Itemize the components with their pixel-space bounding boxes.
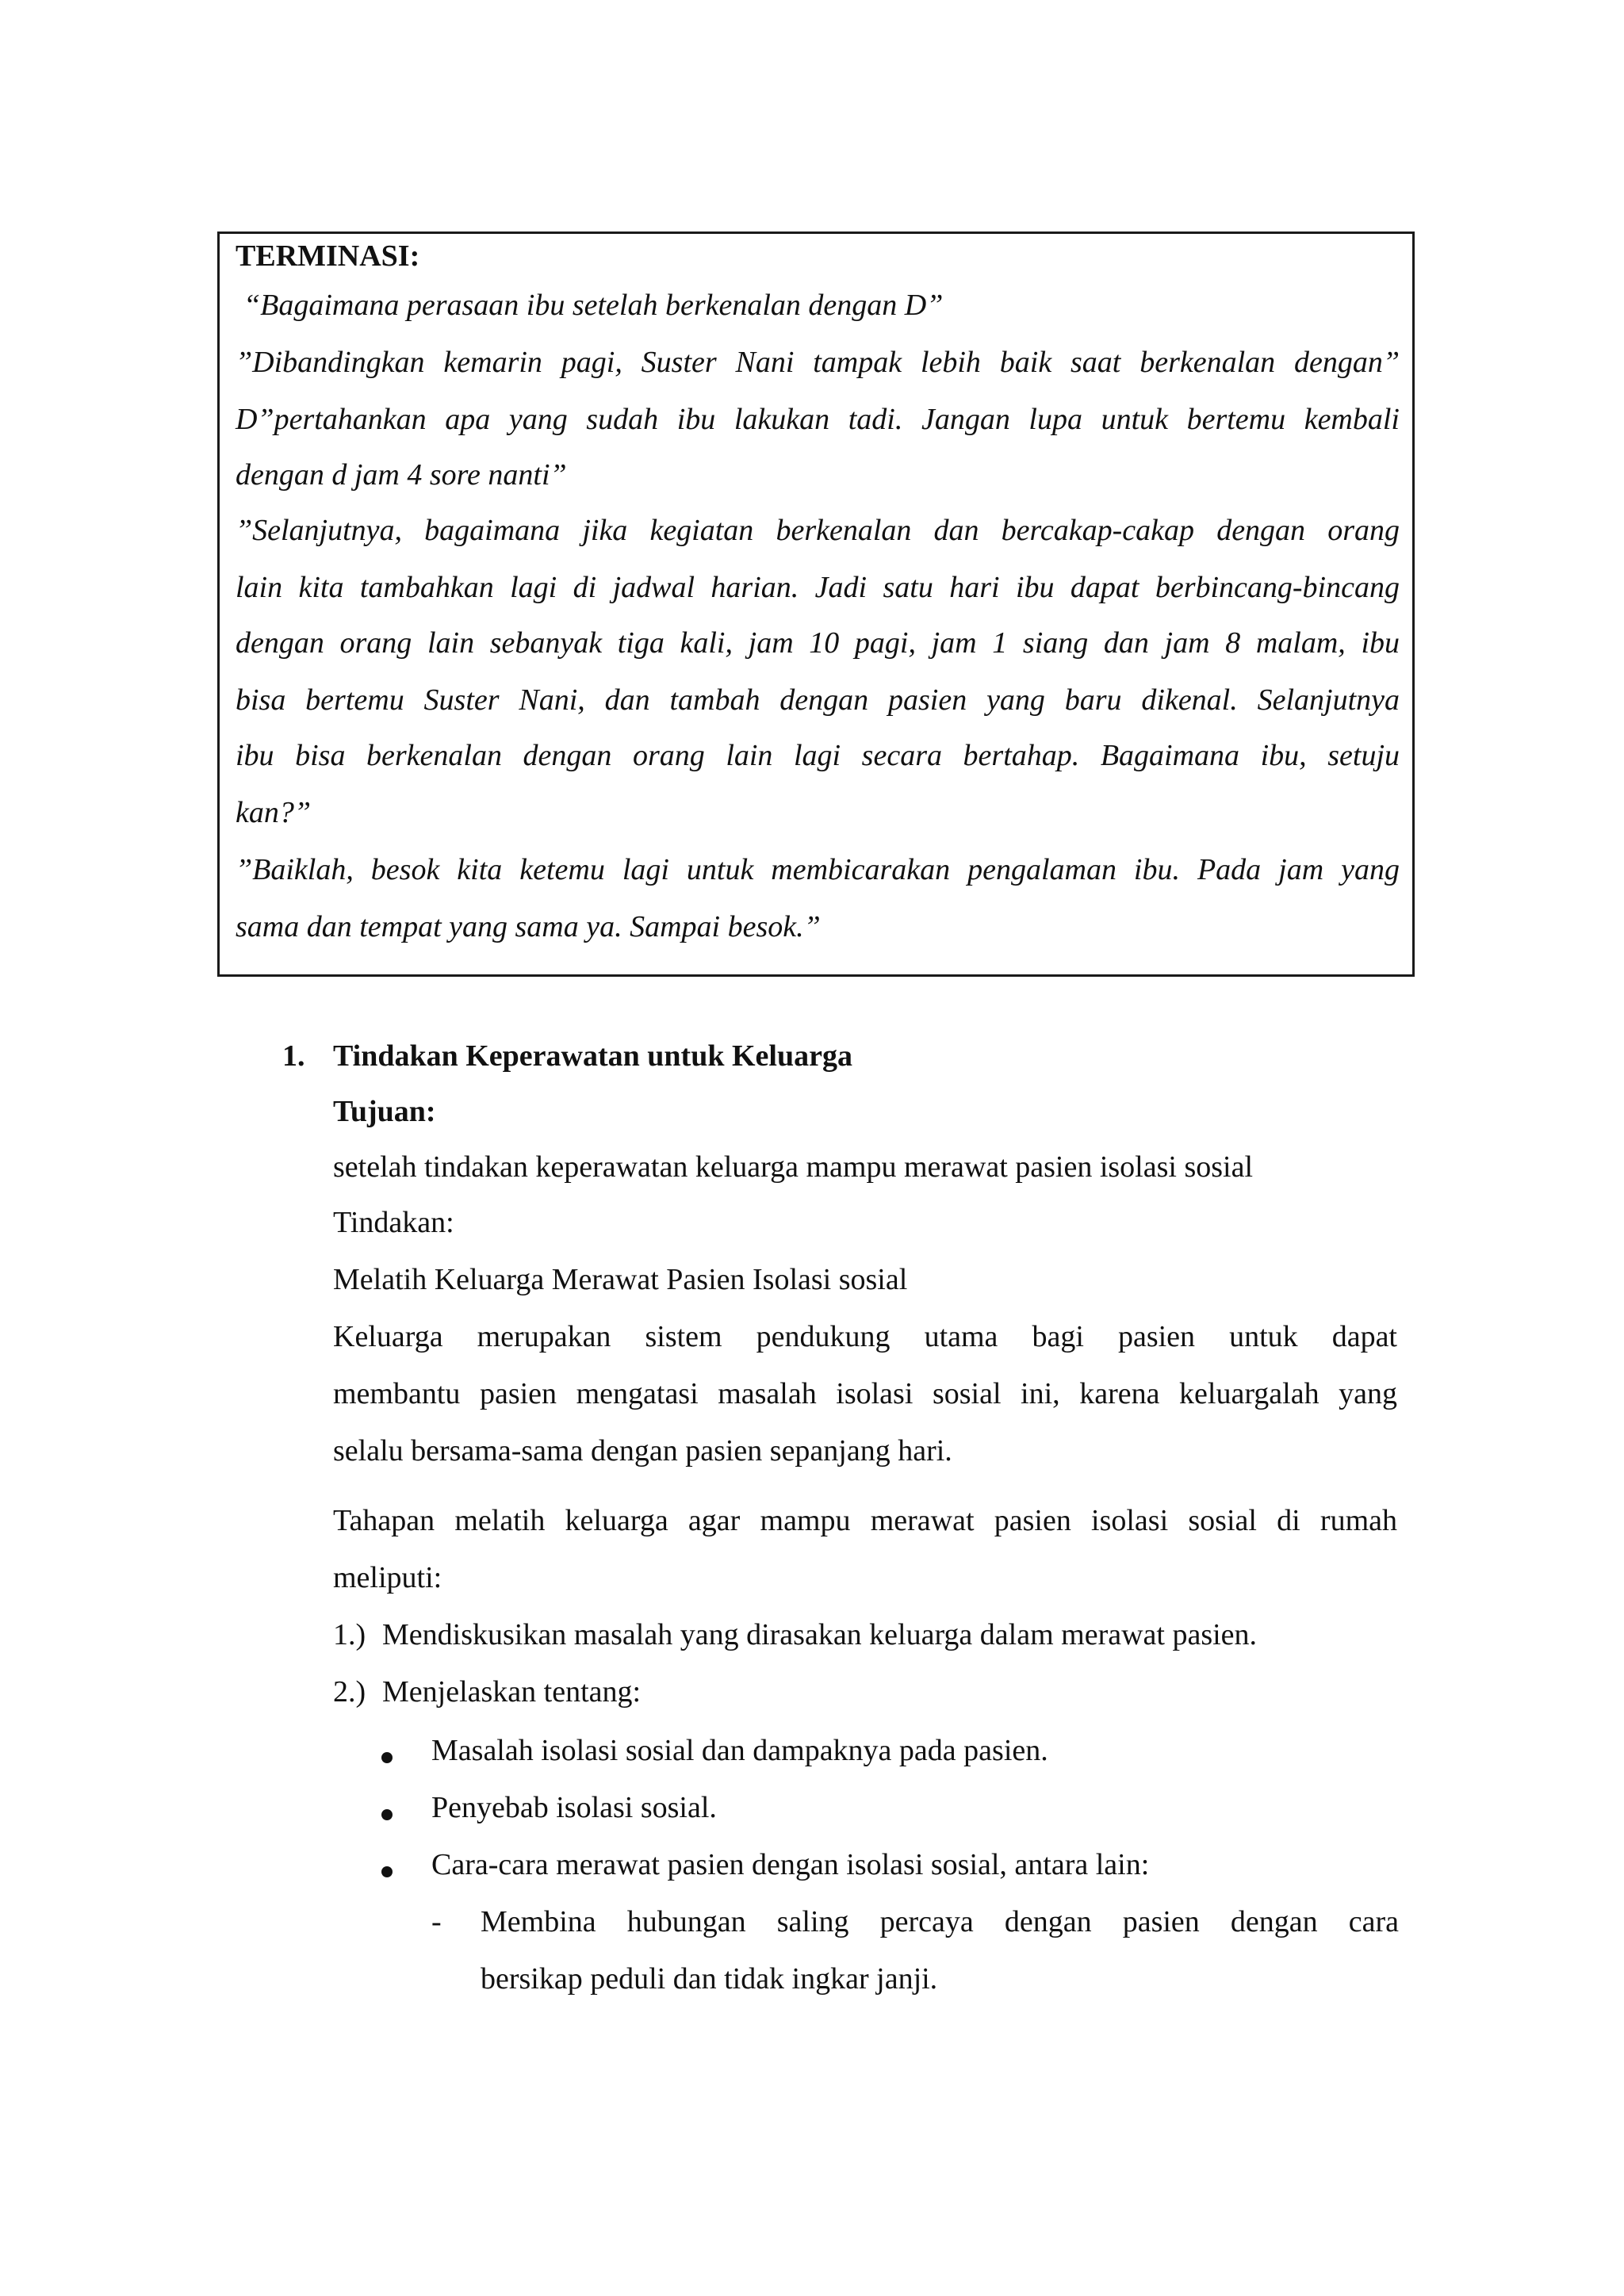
paragraph-line: meliputi: (333, 1561, 442, 1594)
paragraph-line: Keluarga merupakan sistem pendukung utama bagi pasien untuk dapat (333, 1320, 1397, 1353)
terminasi-box (217, 232, 1415, 977)
tujuan-label: Tujuan: (333, 1095, 436, 1128)
dash-marker: - (431, 1905, 442, 1938)
bullet-text: Penyebab isolasi sosial. (431, 1791, 717, 1824)
terminasi-line: dengan orang lain sebanyak tiga kali, jam 10 pagi, jam 1 siang dan jam 8 malam, ibu (236, 626, 1400, 660)
step-number: 2.) (333, 1675, 366, 1709)
step-text: Mendiskusikan masalah yang dirasakan keluarga dalam merawat pasien. (382, 1618, 1258, 1651)
step-number: 1.) (333, 1618, 366, 1651)
terminasi-line: kan?” (236, 796, 311, 829)
terminasi-line: ”Dibandingkan kemarin pagi, Suster Nani tampak lebih baik saat berkenalan dengan” (236, 346, 1400, 379)
dash-text: bersikap peduli dan tidak ingkar janji. (481, 1962, 938, 1996)
bullet-icon (381, 1866, 393, 1877)
bullet-text: Masalah isolasi sosial dan dampaknya pada pasien. (431, 1734, 1048, 1767)
terminasi-line: ”Baiklah, besok kita ketemu lagi untuk membicarakan pengalaman ibu. Pada jam yang (236, 853, 1400, 886)
terminasi-line: “Bagaimana perasaan ibu setelah berkenalan dengan D” (243, 289, 944, 322)
tindakan-title: Melatih Keluarga Merawat Pasien Isolasi sosial (333, 1263, 908, 1296)
bullet-text: Cara-cara merawat pasien dengan isolasi sosial, antara lain: (431, 1848, 1150, 1881)
terminasi-line: ”Selanjutnya, bagaimana jika kegiatan berkenalan dan bercakap-cakap dengan orang (236, 514, 1400, 547)
paragraph-line: selalu bersama-sama dengan pasien sepanjang hari. (333, 1434, 952, 1468)
terminasi-line: dengan d jam 4 sore nanti” (236, 458, 567, 492)
terminasi-title: TERMINASI: (236, 239, 420, 273)
step-text: Menjelaskan tentang: (382, 1675, 642, 1709)
terminasi-line: ibu bisa berkenalan dengan orang lain lagi secara bertahap. Bagaimana ibu, setuju (236, 739, 1400, 772)
bullet-icon (381, 1752, 393, 1763)
terminasi-line: D”pertahankan apa yang sudah ibu lakukan tadi. Jangan lupa untuk bertemu kembali (236, 403, 1400, 436)
section-number: 1. (282, 1039, 305, 1073)
tujuan-text: setelah tindakan keperawatan keluarga mampu merawat pasien isolasi sosial (333, 1150, 1254, 1184)
paragraph-line: membantu pasien mengatasi masalah isolasi sosial ini, karena keluargalah yang (333, 1377, 1397, 1410)
tindakan-label: Tindakan: (333, 1206, 454, 1239)
terminasi-line: sama dan tempat yang sama ya. Sampai besok.” (236, 910, 821, 943)
bullet-icon (381, 1809, 393, 1820)
paragraph-line: Tahapan melatih keluarga agar mampu merawat pasien isolasi sosial di rumah (333, 1504, 1397, 1537)
dash-text: Membina hubungan saling percaya dengan pasien dengan cara (481, 1905, 1399, 1938)
section-heading: Tindakan Keperawatan untuk Keluarga (333, 1039, 852, 1073)
terminasi-line: bisa bertemu Suster Nani, dan tambah dengan pasien yang baru dikenal. Selanjutnya (236, 683, 1400, 717)
terminasi-line: lain kita tambahkan lagi di jadwal harian. Jadi satu hari ibu dapat berbincang-bincang (236, 571, 1400, 604)
